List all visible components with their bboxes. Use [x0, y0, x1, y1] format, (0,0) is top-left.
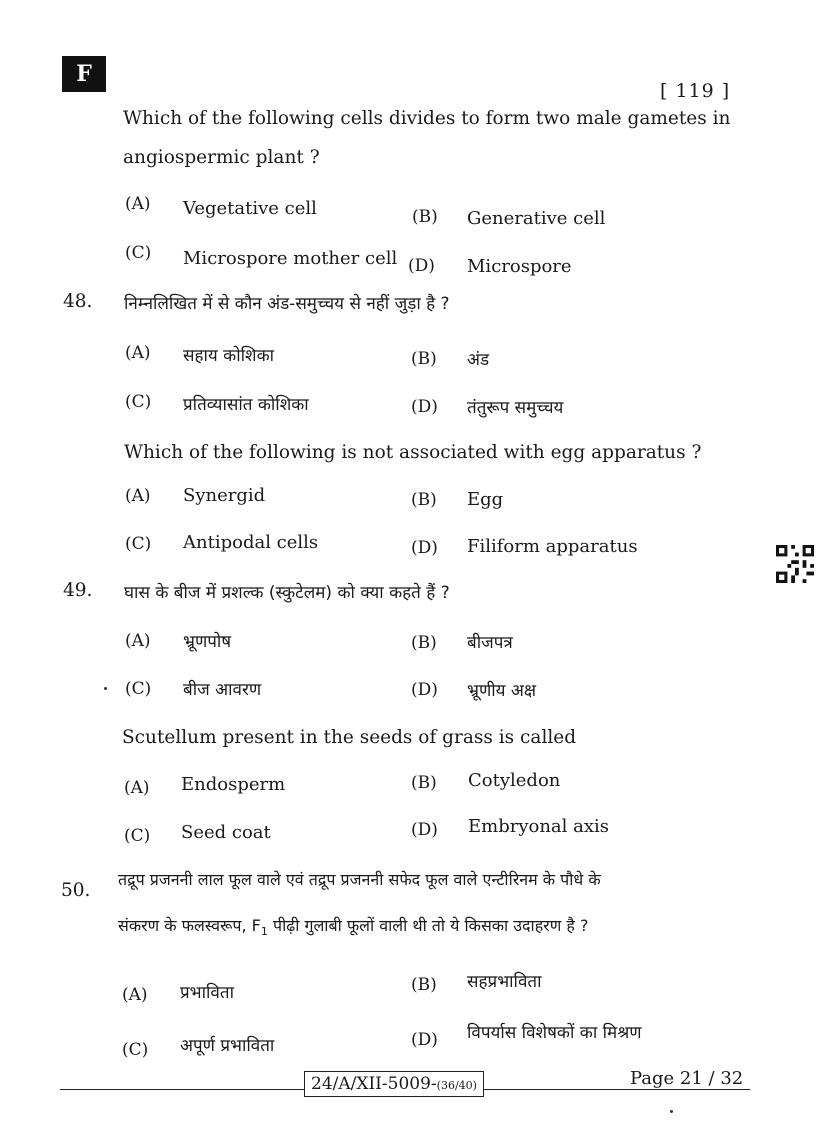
q47-option-d-label: (D) — [408, 256, 435, 276]
q48-hi-option-b-text: अंड — [467, 350, 490, 370]
q50-hindi-line2-pre: संकरण के फलस्वरूप, F — [118, 916, 261, 935]
q49-hi-option-b-text: बीजपत्र — [467, 633, 513, 653]
q50-option-a-text: प्रभाविता — [180, 983, 234, 1003]
paper-code — [304, 1071, 484, 1097]
q48-hi-option-a-label: (A) — [125, 343, 151, 363]
q48-hindi-text: निम्नलिखित में से कौन अंड-समुच्चय से नहीं जुड़ा है ? — [124, 294, 450, 314]
set-badge: F — [62, 56, 106, 92]
q47-option-d-text: Microspore — [467, 256, 572, 277]
q48-number: 48. — [63, 291, 93, 312]
scan-speck-bottom — [670, 1110, 673, 1113]
q48-en-option-a-text: Synergid — [183, 485, 266, 506]
q49-en-option-c-text: Seed coat — [181, 822, 271, 843]
q47-option-a-label: (A) — [125, 194, 151, 214]
q49-hi-option-b-label: (B) — [411, 633, 437, 653]
q49-en-option-a-text: Endosperm — [181, 774, 286, 795]
q48-english-text: Which of the following is not associated with egg apparatus ? — [124, 442, 702, 463]
q48-hi-option-b-label: (B) — [411, 349, 437, 369]
q48-en-option-c-text: Antipodal cells — [183, 532, 319, 553]
q49-en-option-d-label: (D) — [411, 820, 438, 840]
page-code: [ 119 ] — [660, 80, 731, 102]
q50-option-c-text: अपूर्ण प्रभाविता — [180, 1036, 275, 1056]
q47-text-line2: angiospermic plant ? — [123, 147, 320, 168]
q47-option-c-text: Microspore mother cell — [183, 248, 398, 269]
q47-option-c-label: (C) — [125, 243, 152, 263]
q49-en-option-a-label: (A) — [124, 778, 150, 798]
q49-hi-option-c-text: बीज आवरण — [183, 680, 262, 700]
q48-en-option-b-text: Egg — [467, 489, 504, 510]
q48-en-option-a-label: (A) — [125, 486, 151, 506]
q50-subscript: 1 — [260, 925, 268, 939]
q48-hi-option-a-text: सहाय कोशिका — [183, 346, 275, 366]
q48-en-option-c-label: (C) — [125, 534, 152, 554]
q49-number: 49. — [63, 580, 93, 601]
paper-code-small: (36/40) — [436, 1079, 477, 1092]
q49-en-option-d-text: Embryonal axis — [468, 816, 610, 837]
q48-hi-option-d-text: तंतुरूप समुच्चय — [467, 398, 564, 418]
q48-en-option-d-label: (D) — [411, 538, 438, 558]
qr-code-icon — [776, 545, 814, 583]
q49-en-option-b-label: (B) — [411, 773, 437, 793]
q49-hindi-text: घास के बीज में प्रशल्क (स्कुटेलम) को क्या कहते हैं ? — [124, 583, 450, 603]
paper-code-main: 24/A/XII-5009- — [311, 1074, 437, 1094]
q47-option-b-text: Generative cell — [467, 208, 606, 229]
q49-hi-option-d-label: (D) — [411, 680, 438, 700]
q50-option-b-label: (B) — [411, 975, 437, 995]
q49-en-option-b-text: Cotyledon — [468, 770, 561, 791]
q48-en-option-d-text: Filiform apparatus — [467, 536, 638, 557]
q49-hi-option-a-label: (A) — [125, 631, 151, 651]
q50-hindi-line2 — [118, 914, 588, 938]
q48-hi-option-c-label: (C) — [125, 392, 152, 412]
q49-en-option-c-label: (C) — [124, 826, 151, 846]
q49-hi-option-d-text: भ्रूणीय अक्ष — [467, 681, 537, 701]
q48-en-option-b-label: (B) — [411, 490, 437, 510]
q50-option-b-text: सहप्रभाविता — [467, 972, 542, 992]
scan-speck — [104, 687, 107, 690]
q50-number: 50. — [61, 880, 91, 901]
q47-option-a-text: Vegetative cell — [183, 198, 317, 219]
q50-option-c-label: (C) — [122, 1040, 149, 1060]
q49-english-text: Scutellum present in the seeds of grass is called — [122, 727, 577, 748]
q47-option-b-label: (B) — [412, 207, 438, 227]
q49-hi-option-a-text: भ्रूणपोष — [183, 632, 232, 652]
q47-text-line1: Which of the following cells divides to form two male gametes in — [123, 108, 731, 129]
q48-hi-option-d-label: (D) — [411, 397, 438, 417]
page-number: Page 21 / 32 — [630, 1068, 744, 1089]
q50-option-d-label: (D) — [411, 1030, 438, 1050]
q48-hi-option-c-text: प्रतिव्यासांत कोशिका — [183, 395, 309, 415]
q50-hindi-line2-post: पीढ़ी गुलाबी फूलों वाली थी तो ये किसका उदाहरण है ? — [267, 916, 589, 935]
q49-hi-option-c-label: (C) — [125, 679, 152, 699]
q50-option-a-label: (A) — [122, 985, 148, 1005]
q50-option-d-text: विपर्यास विशेषकों का मिश्रण — [467, 1023, 642, 1043]
q50-hindi-line1: तद्रूप प्रजननी लाल फूल वाले एवं तद्रूप प्रजननी सफेद फूल वाले एन्टीरिनम के पौधे के — [118, 870, 601, 889]
